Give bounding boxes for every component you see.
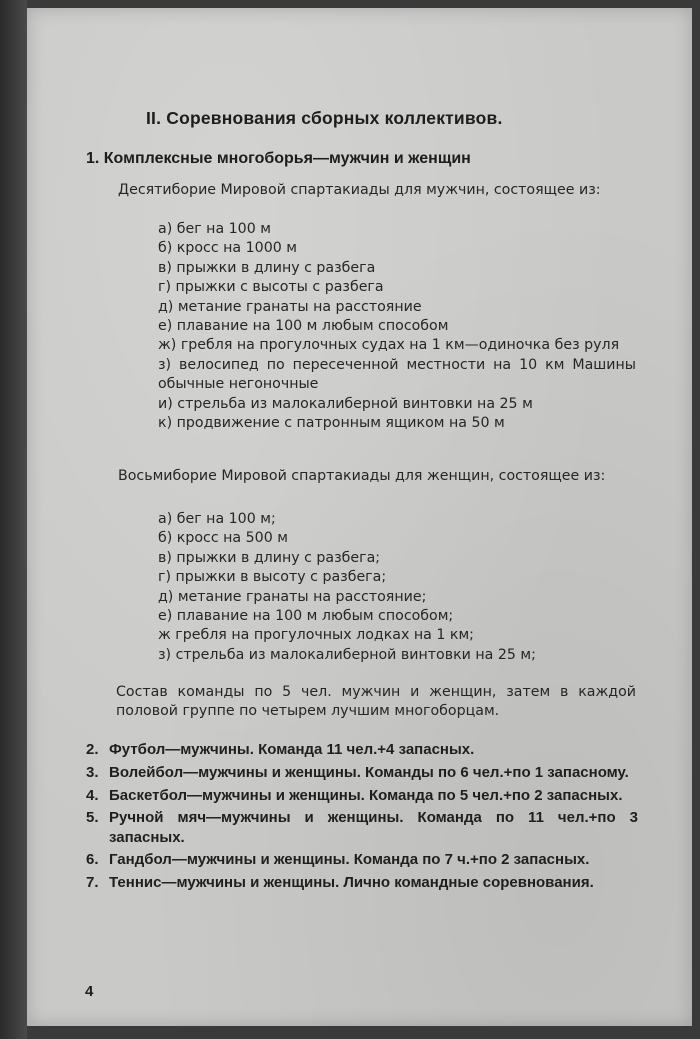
list-item: [86, 850, 638, 869]
event-text: Гандбол—мужчины и женщины. Команда по 7 ч.+по 2 запасных.: [109, 851, 590, 869]
event-number: 3.: [86, 763, 99, 781]
subheading-multievent: 1. Комплексные многоборья—мужчин и женщин: [86, 150, 471, 167]
list-item: г) прыжки в высоту с разбега;: [158, 569, 387, 586]
list-item: а) бег на 100 м;: [158, 511, 276, 527]
list-item-text: з) велосипед по пересеченной местности на 10 км Машины обычные негоночные: [158, 356, 636, 393]
list-item: в) прыжки в длину с разбега;: [158, 549, 381, 566]
team-composition-text: Состав команды по 5 чел. мужчин и женщин, затем в каждой половой группе по четырем лучшим многоборцам.: [116, 684, 636, 719]
page-number: 4: [85, 983, 94, 1000]
event-number: 7.: [86, 874, 99, 892]
list-item: д) метание гранаты на расстояние;: [158, 588, 427, 605]
list-item: в) прыжки в длину с разбега: [158, 259, 376, 276]
event-number: 4.: [86, 786, 99, 804]
decathlon-intro-text: Десятиборие Мировой спартакиады для мужчин, состоящее из:: [118, 182, 601, 198]
section-title: II. Соревнования сборных коллективов.: [146, 108, 503, 128]
list-item: [86, 873, 638, 892]
list-item: [158, 336, 636, 355]
list-item: г) прыжки с высоты с разбега: [158, 279, 384, 296]
list-item: к) продвижение с патронным ящиком на 50 м: [158, 415, 505, 432]
list-item: [158, 356, 636, 395]
list-item: [86, 808, 638, 847]
octathlon-list: [158, 510, 636, 665]
list-item: [86, 740, 638, 759]
team-composition-note: [86, 683, 636, 721]
event-text: Футбол—мужчины. Команда 11 чел.+4 запасных.: [109, 741, 475, 758]
list-item: и) стрельба из малокалиберной винтовки на 25 м: [158, 395, 533, 412]
list-item: е) плавание на 100 м любым способом;: [158, 608, 454, 625]
list-item: д) метание гранаты на расстояние: [158, 298, 422, 315]
decathlon-list: [158, 220, 636, 433]
book-spine-edge: [0, 0, 27, 1039]
event-text: Теннис—мужчины и женщины. Лично командные соревнования.: [109, 874, 594, 892]
event-number: 5.: [86, 809, 99, 827]
octathlon-intro: [98, 467, 638, 486]
list-item: е) плавание на 100 м любым способом: [158, 318, 449, 335]
event-text: Баскетбол—мужчины и женщины. Команда по 5 чел.+по 2 запасных.: [109, 786, 623, 804]
list-item: ж гребля на прогулочных лодках на 1 км;: [158, 627, 474, 644]
list-item: б) кросс на 500 м: [158, 530, 288, 547]
list-item: [86, 763, 638, 782]
list-item: а) бег на 100 м: [158, 221, 271, 237]
event-number: 6.: [86, 851, 99, 869]
list-item: з) стрельба из малокалиберной винтовки на 25 м;: [158, 646, 536, 663]
decathlon-intro: [98, 181, 638, 200]
list-item-text: ж) гребля на прогулочных судах на 1 км—одиночка без руля: [158, 337, 620, 354]
event-number: 2.: [86, 741, 99, 758]
event-text: Волейбол—мужчины и женщины. Команды по 6 чел.+по 1 запасному.: [109, 763, 629, 781]
list-item: [86, 786, 638, 805]
event-text: Ручной мяч—мужчины и женщины. Команда по 11 чел.+по 3 запасных.: [109, 809, 638, 846]
list-item: б) кросс на 1000 м: [158, 240, 297, 257]
octathlon-intro-text: Восьмиборие Мировой спартакиады для женщин, состоящее из:: [118, 468, 606, 484]
team-events-list: [86, 740, 638, 896]
